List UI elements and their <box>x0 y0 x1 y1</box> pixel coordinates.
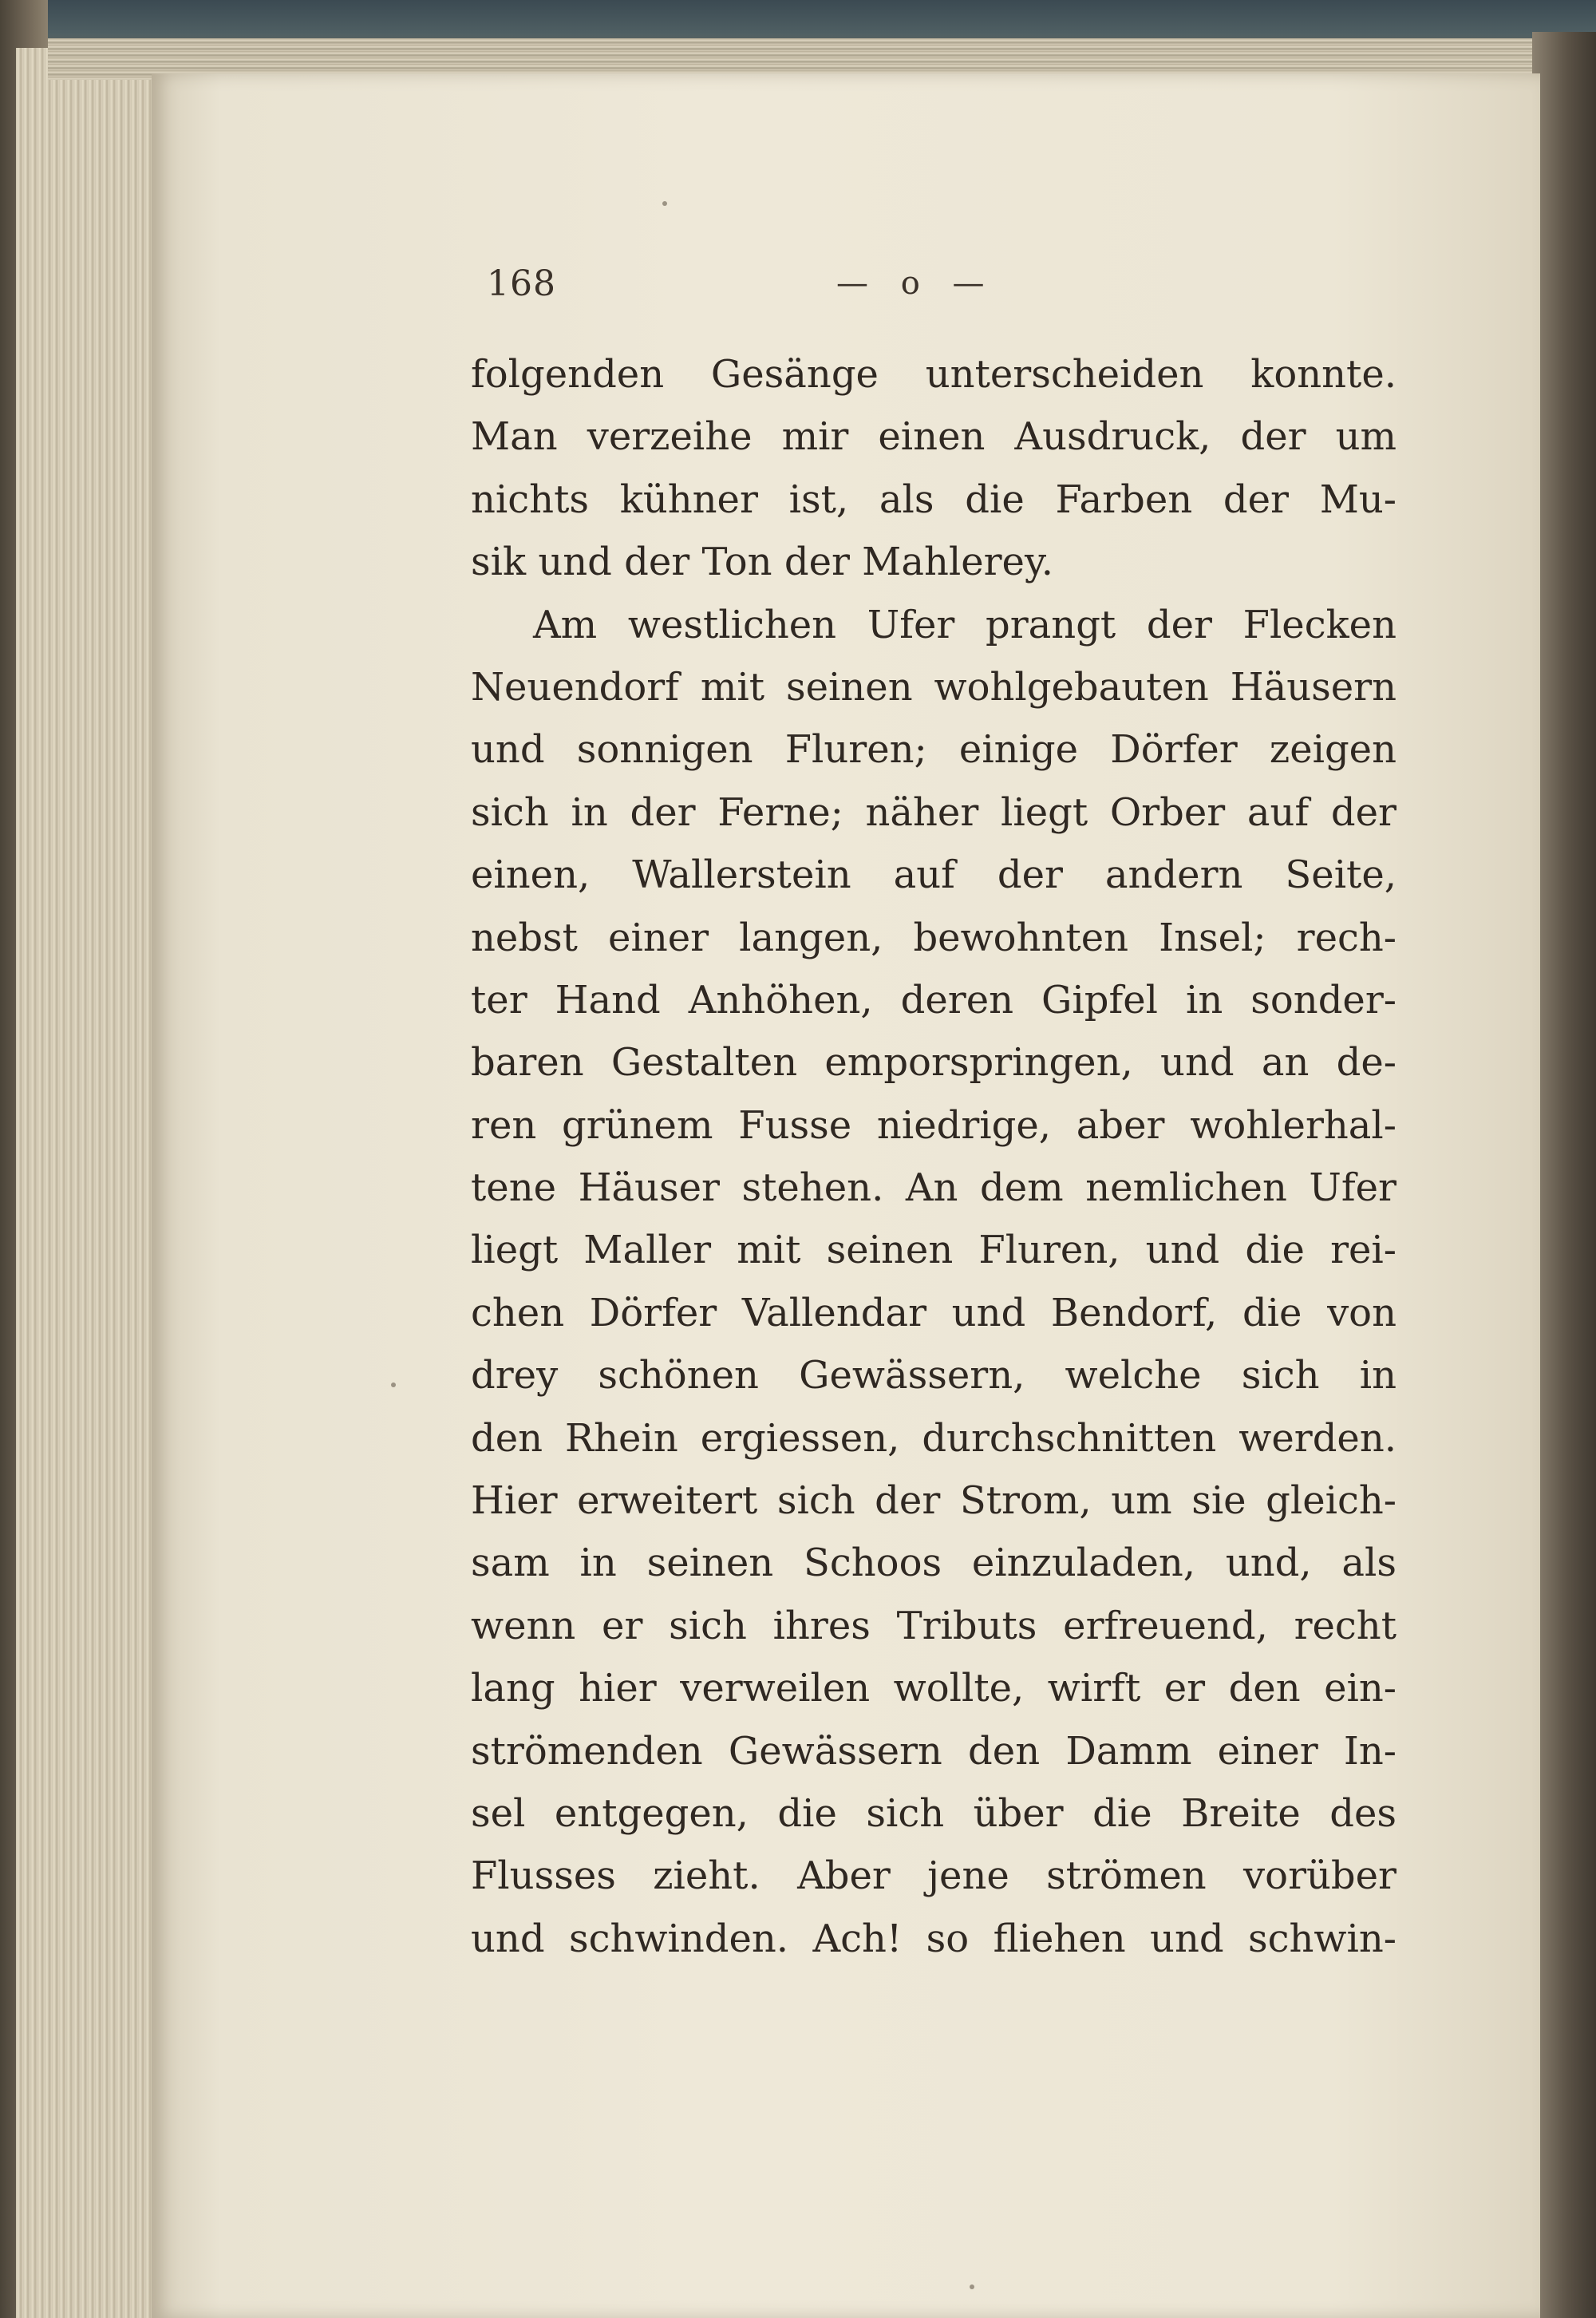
text-line: wenn er sich ihres Tributs erfreuend, recht <box>471 1603 1396 1648</box>
paper-speck <box>391 1382 396 1387</box>
body-text <box>471 343 1396 1970</box>
text-line: Hier erweitert sich der Strom, um sie gleich- <box>471 1478 1396 1524</box>
text-line: sel entgegen, die sich über die Breite des <box>471 1790 1396 1836</box>
text-line: Neuendorf mit seinen wohlgebauten Häusern <box>471 664 1396 710</box>
book-cover-right <box>1532 32 1596 2318</box>
text-line: Man verzeihe mir einen Ausdruck, der um <box>471 414 1396 460</box>
paper-speck <box>662 201 667 206</box>
text-line: folgenden Gesänge unterscheiden konnte. <box>471 352 1396 397</box>
text-line: einen, Wallerstein auf der andern Seite, <box>471 852 1396 898</box>
text-line: nichts kühner ist, als die Farben der Mu- <box>471 477 1396 522</box>
text-line: Flusses zieht. Aber jene strömen vorüber <box>471 1853 1396 1899</box>
text-line: Am westlichen Ufer prangt der Flecken <box>533 602 1396 647</box>
text-line: lang hier verweilen wollte, wirft er den ein- <box>471 1666 1396 1711</box>
text-line: sich in der Ferne; näher liegt Orber auf der <box>471 789 1396 835</box>
text-line: nebst einer langen, bewohnten Insel; rech- <box>471 915 1396 960</box>
text-line: liegt Maller mit seinen Fluren, und die rei- <box>471 1228 1396 1273</box>
page-header <box>487 263 1389 319</box>
page-stack-left <box>16 48 168 2318</box>
text-line: und sonnigen Fluren; einige Dörfer zeigen <box>471 727 1396 773</box>
text-line: sik und der Ton der Mahlerey. <box>471 540 1053 585</box>
text-line: chen Dörfer Vallendar und Bendorf, die von <box>471 1290 1396 1335</box>
paper-speck <box>970 2284 974 2289</box>
text-line: sam in seinen Schoos einzuladen, und, als <box>471 1541 1396 1586</box>
page-number: 168 <box>487 263 556 304</box>
text-line: strömenden Gewässern den Damm einer In- <box>471 1728 1396 1774</box>
text-line: baren Gestalten emporspringen, und an de- <box>471 1040 1396 1086</box>
text-line: ren grünem Fusse niedrige, aber wohlerhal- <box>471 1102 1396 1148</box>
text-line: den Rhein ergiessen, durchschnitten werden. <box>471 1415 1396 1461</box>
text-line: ter Hand Anhöhen, deren Gipfel in sonder- <box>471 977 1396 1023</box>
text-line: drey schönen Gewässern, welche sich in <box>471 1353 1396 1398</box>
header-ornament: — o — <box>836 265 996 302</box>
text-line: tene Häuser stehen. An dem nemlichen Ufer <box>471 1165 1396 1211</box>
text-line: und schwinden. Ach! so fliehen und schwin- <box>471 1916 1396 1961</box>
